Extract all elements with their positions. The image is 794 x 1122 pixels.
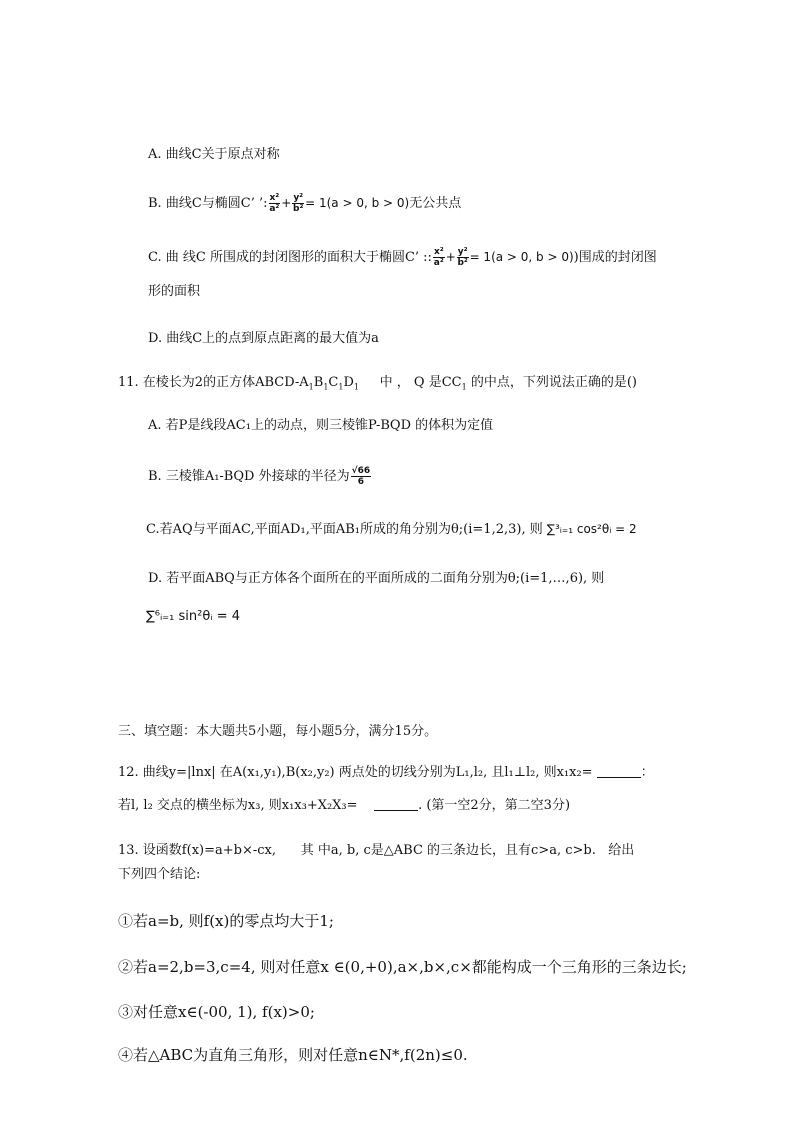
fraction: [457, 247, 469, 268]
q11-stem-suffix: 的中点，下列说法正确的是(): [470, 375, 637, 390]
q11-option-b-prefix: B. 三棱锥A₁-BQD 外接球的半径为: [148, 469, 350, 484]
q10-option-c: [148, 247, 657, 268]
q10-option-a: A. 曲线C关于原点对称: [148, 147, 280, 162]
q10-option-c-continued: 形的面积: [148, 284, 201, 299]
q11-stem: 11. 在棱长为2的正方体ABCD-$A_1B_1C_1D_1$ 中 ， Q 是$CC_1$ 的中点，下列说法正确的是(): [118, 375, 637, 392]
q11-option-c: [146, 519, 637, 540]
q11-option-c-text: C.若AQ与平面AC,平面AD₁,平面AB₁所成的角分别为θ;(i=1,2,3), 则: [146, 522, 543, 537]
fraction: [351, 466, 372, 487]
q11-option-d-expression: ∑⁶ᵢ₌₁ sin²θᵢ = 4: [146, 609, 241, 624]
q12-line2: [118, 796, 570, 816]
fraction-denominator: b²: [293, 204, 304, 214]
q10-option-d: D. 曲线C上的点到原点距离的最大值为a: [148, 331, 379, 346]
equation-rhs: = 1(a > 0, b > 0): [305, 196, 410, 210]
q13-statement-4: ④若△ABC为直角三角形，则对任意n∈N*,f(2n)≤0.: [118, 1046, 468, 1064]
q11-option-b: [148, 466, 372, 487]
q12-line1-text: 12. 曲线y=|lnx| 在A(x₁,y₁),B(x₂,y₂) 两点处的切线分别为L₁,l₂, 且l₁⊥l₂, 则x₁x₂=: [118, 765, 593, 780]
answer-blank-2[interactable]: [374, 796, 418, 811]
fraction-numerator: y²: [457, 247, 468, 257]
q13-stem-line1: 13. 设函数f(x)=a+b×-cx, 其 中a, b, c是△ABC 的三条边长，且有c>a, c>b. 给出: [118, 843, 635, 858]
q13-statement-2: ②若a=2,b=3,c=4, 则对任意x ∈(0,+0),a×,b×,c×都能构成一个三角形的三条边长;: [118, 958, 687, 976]
q12-line1-end: ：: [640, 765, 654, 780]
q10-option-b: [148, 193, 461, 214]
fraction-denominator: a²: [269, 204, 280, 214]
q13-statement-3: ③对任意x∈(-00, 1), f(x)>0;: [118, 1003, 315, 1021]
plus-sign: +: [281, 196, 292, 210]
fraction-denominator: a²: [433, 258, 444, 268]
q11-stem-prefix: 11. 在棱长为2的正方体ABCD-A: [118, 375, 309, 390]
fraction-denominator: 6: [357, 477, 364, 487]
q10-option-b-prefix: B. 曲线C与椭圆C’ ’:: [148, 196, 268, 211]
q13-stem-line2: 下列四个结论:: [118, 867, 201, 882]
q10-option-c-suffix: )围成的封闭图: [573, 250, 657, 265]
fraction: [292, 193, 304, 214]
fraction-denominator: b²: [457, 258, 468, 268]
q11-stem-middle: 中 ， Q 是CC: [379, 375, 462, 390]
fraction: [269, 193, 281, 214]
q12-line2-text: 若l, l₂ 交点的横坐标为x₃, 则x₁x₃+X₂X₃=: [118, 798, 358, 813]
q13-statement-1: ①若a=b, 则f(x)的零点均大于1;: [118, 912, 334, 930]
q10-option-b-suffix: 无公共点: [409, 196, 462, 211]
equation-rhs: = 1(a > 0, b > 0): [469, 250, 574, 264]
q12-line2-suffix: . (第一空2分，第二空3分): [418, 798, 571, 813]
fraction-numerator: √66: [351, 466, 371, 476]
sum-expression: ∑³ᵢ₌₁ cos²θᵢ = 2: [546, 522, 637, 536]
plus-sign: +: [445, 250, 456, 264]
answer-blank-1[interactable]: [597, 763, 641, 778]
fraction: [433, 247, 445, 268]
fraction-numerator: x²: [269, 193, 280, 203]
section-heading: 三、填空题：本大题共5小题，每小题5分，满分15分。: [118, 724, 438, 739]
q10-option-c-prefix: C. 曲 线C 所围成的封闭图形的面积大于椭圆C’ ::: [148, 250, 432, 265]
fraction-numerator: x²: [433, 247, 444, 257]
q11-option-a: A. 若P是线段AC₁上的动点，则三棱锥P-BQD 的体积为定值: [148, 418, 494, 433]
q11-option-d: D. 若平面ABQ与正方体各个面所在的平面所成的二面角分别为θ;(i=1,…,6), 则: [148, 571, 605, 586]
fraction-numerator: y²: [293, 193, 304, 203]
q12-line1: [118, 763, 654, 783]
